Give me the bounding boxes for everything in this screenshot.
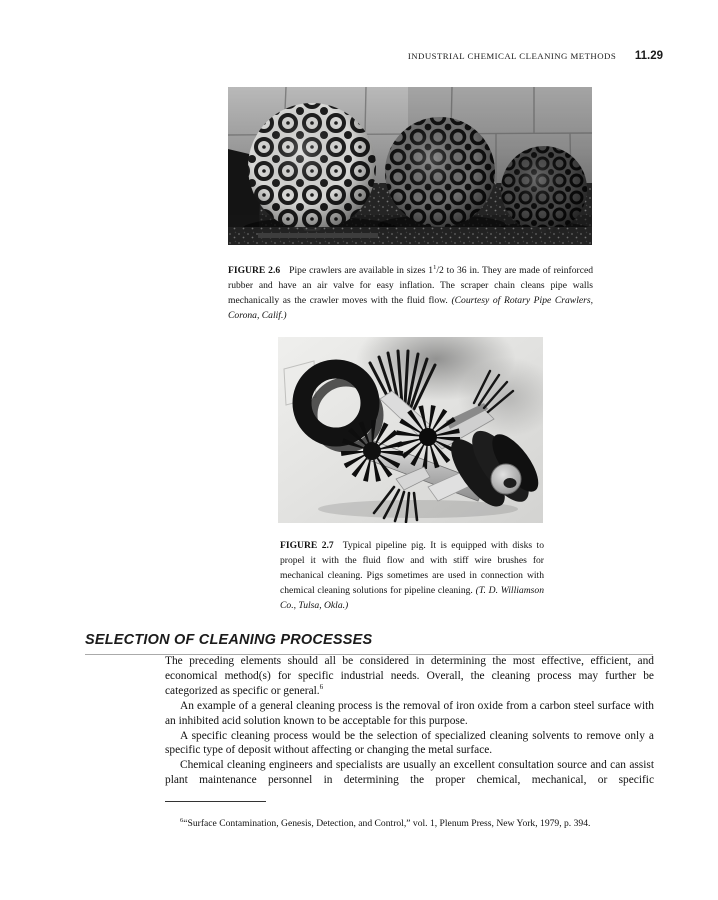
running-title: INDUSTRIAL CHEMICAL CLEANING METHODS xyxy=(407,51,617,61)
paragraph-2: An example of a general cleaning process is the removal of iron oxide from a carbon steel surface with an inhibited acid solution known to be acceptable for this purpose. xyxy=(165,699,654,727)
pipeline-pig-photo xyxy=(278,337,543,523)
figure-2-6-text: Pipe crawlers are available in sizes 1 xyxy=(289,264,434,276)
footnote-rule xyxy=(165,801,266,802)
figure-2-7-caption xyxy=(280,538,544,614)
figure-2-6-courtesy: (Courtesy of Rotary Pipe Crawlers, Corona, Calif.) xyxy=(228,295,593,322)
figure-2-6-text-cont: /2 to 36 in. They are made of reinforced rubber and have an air valve for easy inflation. The scraper chain cleans pipe walls mechanically as the crawler moves with the fluid flow. xyxy=(228,264,594,306)
pipe-crawlers-photo xyxy=(228,87,592,245)
footnote-reference: 6 xyxy=(319,683,324,692)
footnote: $^6$“Surface Contamination, Genesis, Detection, and Control,” vol. 1, Plenum Press, New York, 1979, p. 394. xyxy=(180,816,591,829)
running-header xyxy=(0,50,663,62)
figure-2-7-label: FIGURE 2.7 xyxy=(280,539,334,551)
figure-2-6-caption xyxy=(228,263,593,324)
paragraph-3: A specific cleaning process would be the selection of specialized cleaning solvents to remove only a specific type of deposit without affecting or changing the metal surface. xyxy=(165,729,654,757)
section-heading: SELECTION OF CLEANING PROCESSES xyxy=(85,632,653,655)
paragraph-1: The preceding elements should all be considered in determining the most effective, efficient, and economical method(s) for specific industrial needs. Overall, the cleaning process may further be categorized as specific or general.$^6$ xyxy=(165,655,654,697)
figure-2-7-courtesy: (T. D. Williamson Co., Tulsa, Okla.) xyxy=(280,585,544,612)
footnote-marker: 6 xyxy=(180,816,184,824)
fraction-superscript: 1 xyxy=(433,263,437,271)
figure-2-6-label: FIGURE 2.6 xyxy=(228,264,281,276)
page-number: 11.29 xyxy=(634,50,663,62)
figure-2-7-text: Typical pipeline pig. It is equipped with disks to propel it with the fluid flow and with stiff wire brushes for mechanical cleaning. Pigs sometimes are used in connection with chemical cleaning solutions for pipeline cleaning. xyxy=(280,539,544,597)
paragraph-4: Chemical cleaning engineers and specialists are usually an excellent consultation source and can assist plant maintenance personnel in determining the proper chemical, mechanical, or specific xyxy=(165,759,654,787)
body-text xyxy=(165,654,654,788)
